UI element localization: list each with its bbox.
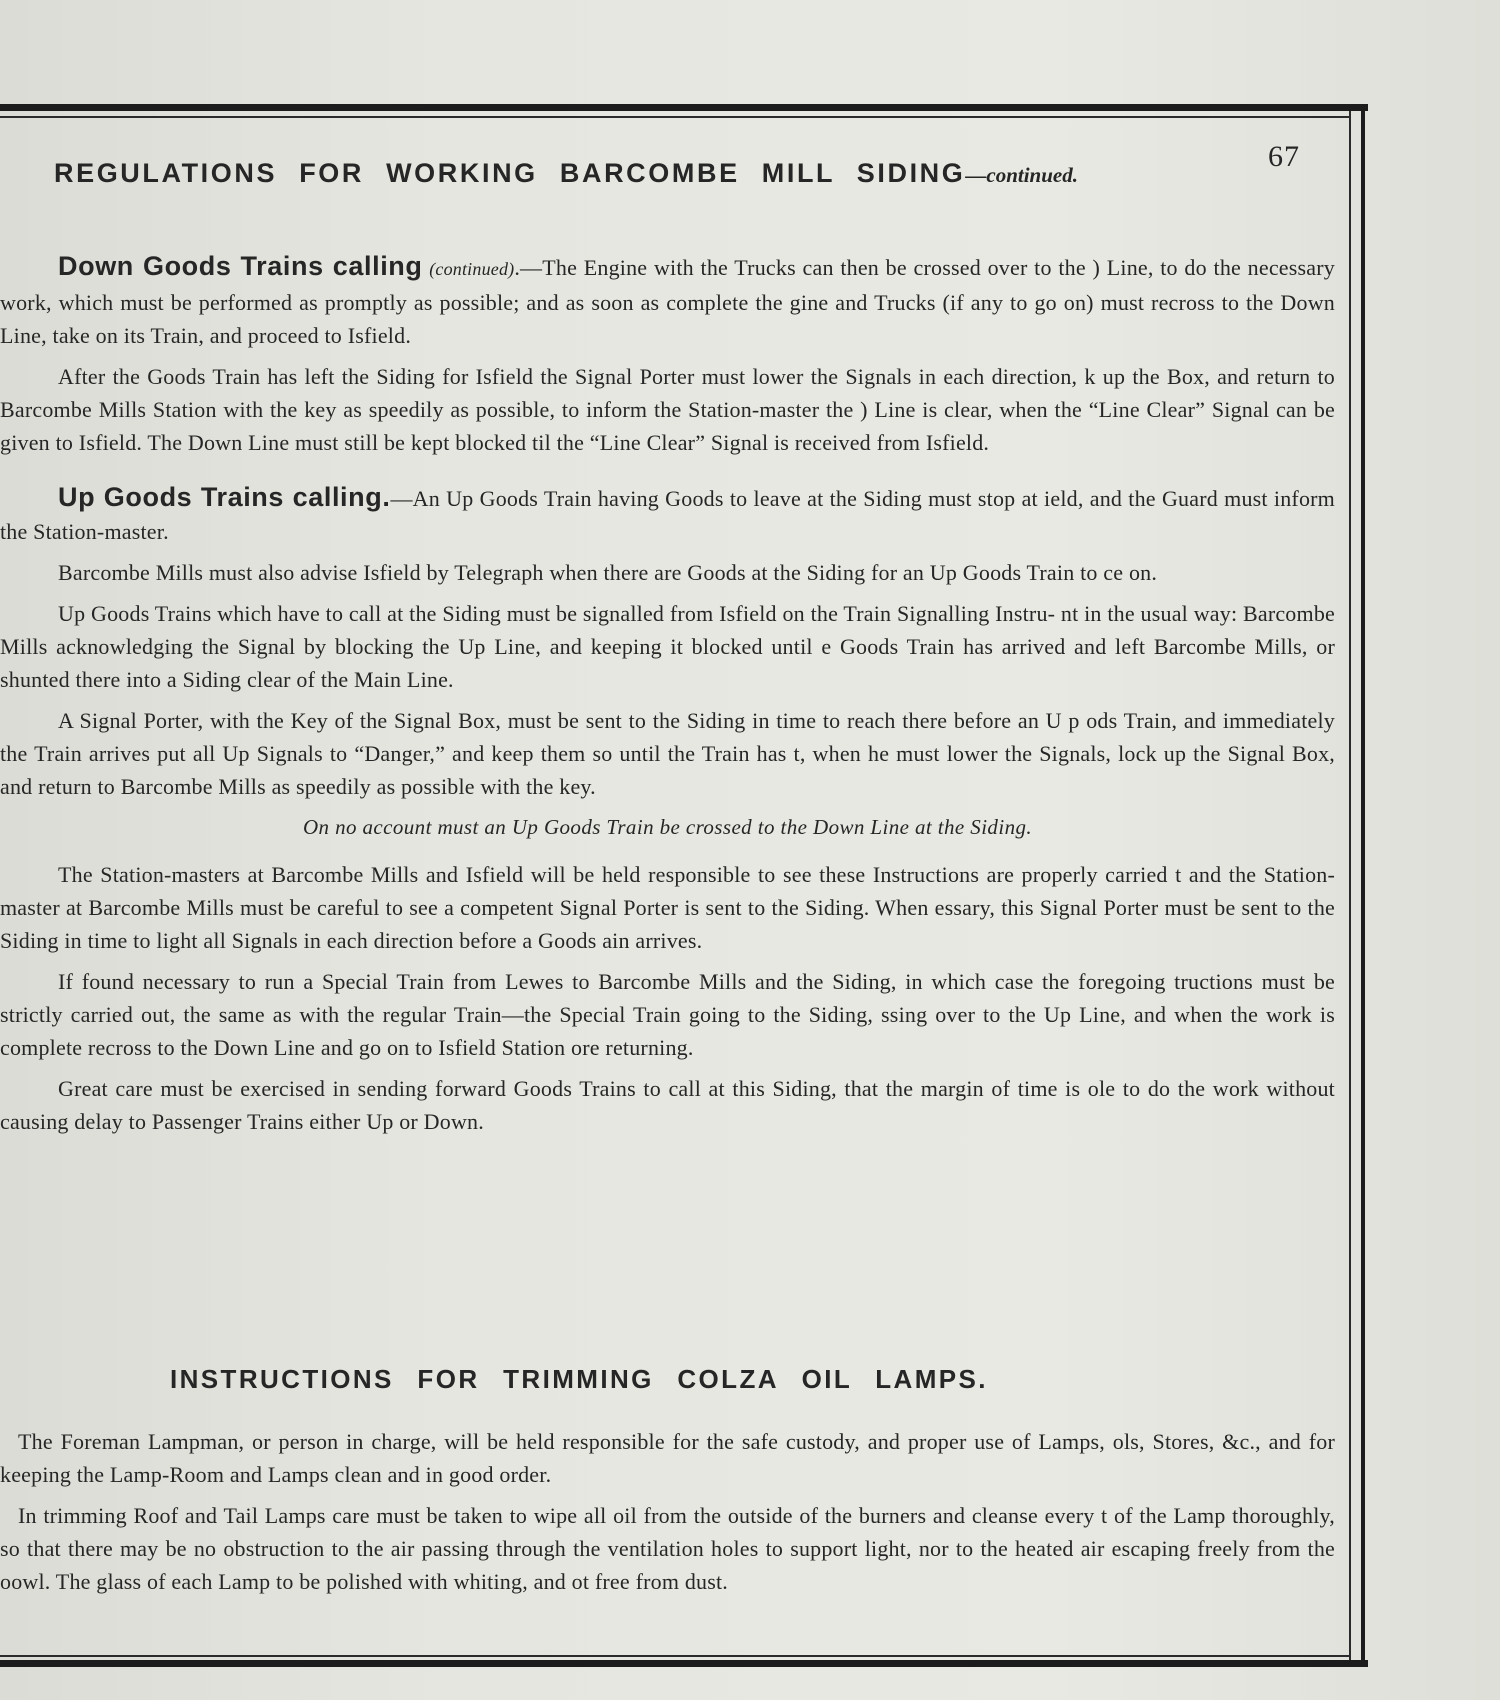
up-goods-text: —An Up Goods Train having Goods to leave at the Siding must stop at ield, and the Guard must inform the Station-master. [0, 486, 1335, 544]
regulations-body [0, 250, 1335, 1146]
inner-right-rule [1349, 111, 1351, 1660]
lamps-body [0, 1425, 1335, 1606]
lamps-heading: INSTRUCTIONS FOR TRIMMING COLZA OIL LAMPS. [170, 1364, 988, 1394]
down-goods-run-head: Down Goods Trains calling [58, 251, 423, 281]
trimming-paragraph: In trimming Roof and Tail Lamps care must be taken to wipe all oil from the outside of the burners and cleanse every t of the Lamp thoroughly, so that there may be no obstruction to the air passing through the ventilation holes to support light, nor to the heated air escaping freely from the oowl. The glass of each Lamp to be polished with whiting, and ot free from dust. [0, 1503, 1335, 1594]
responsibility-paragraph: The Station-masters at Barcombe Mills and Isfield will be held responsible to see these Instructions are properly carried t and the Station-master at Barcombe Mills must be careful to see a competent Signal Porter is sent to the Siding. When essary, this Signal Porter must be sent to the Siding in time to light all Signals in each direction before a Goods ain arrives. [0, 862, 1335, 953]
top-border-rule [0, 104, 1368, 111]
signal-porter-paragraph: A Signal Porter, with the Key of the Signal Box, must be sent to the Siding in time to reach there before an U p ods Train, and immediately the Train arrives put all Up Signals to “Danger,” and keep them so until the Train has t, when he must lower the Signals, lock up the Signal Box, and return to Barcombe Mills as speedily as possible with the key. [0, 708, 1335, 799]
down-goods-paragraph [0, 250, 1335, 352]
telegraph-paragraph: Barcombe Mills must also advise Isfield by Telegraph when there are Goods at the Siding for an Up Goods Train to ce on. [58, 560, 1158, 585]
up-goods-paragraph [0, 481, 1335, 548]
page-heading [54, 158, 1254, 189]
right-border-rule [1361, 111, 1365, 1660]
bottom-border-rule [0, 1660, 1368, 1667]
great-care-paragraph: Great care must be exercised in sending forward Goods Trains to call at this Siding, that the margin of time is ole to do the work without causing delay to Passenger Trains either Up or Down. [0, 1076, 1335, 1134]
down-goods-run-note: (continued) [429, 259, 515, 279]
inner-top-rule [0, 116, 1351, 118]
lampman-paragraph: The Foreman Lampman, or person in charge, will be held responsible for the safe custody, and proper use of Lamps, ols, Stores, &c., and for keeping the Lamp-Room and Lamps clean and in good order. [0, 1429, 1335, 1487]
signalling-paragraph: Up Goods Trains which have to call at the Siding must be signalled from Isfield on the Train Signalling Instru- nt in the usual way: Barcombe Mills acknowledging the Signal by blocking the Up Line, and keeping it blocked until e Goods Train has arrived and left Barcombe Mills, or shunted there into a Siding clear of the Main Line. [0, 601, 1335, 692]
notice-line: On no account must an Up Goods Train be crossed to the Down Line at the Siding. [302, 815, 1033, 839]
after-goods-paragraph: After the Goods Train has left the Siding for Isfield the Signal Porter must lower the Signals in each direction, k up the Box, and return to Barcombe Mills Station with the key as speedily as possible, to inform the Station-master the ) Line is clear, when the “Line Clear” Signal can be given to Isfield. The Down Line must still be kept blocked til the “Line Clear” Signal is received from Isfield. [0, 364, 1335, 455]
inner-bottom-rule [0, 1655, 1351, 1657]
up-goods-run-head: Up Goods Trains calling. [58, 482, 391, 512]
special-train-paragraph: If found necessary to run a Special Train from Lewes to Barcombe Mills and the Siding, in which case the foregoing tructions must be strictly carried out, the same as with the regular Train—the Special Train going to the Siding, ssing over to the Up Line, and when the work is complete recross to the Down Line and go on to Isfield Station ore returning. [0, 969, 1335, 1060]
down-goods-text: .—The Engine with the Trucks can then be crossed over to the ) Line, to do the necessary work, which must be performed as promptly as possible; and as soon as complete the gine and Trucks (if any to go on) must recross to the Down Line, take on its Train, and proceed to Isfield. [0, 255, 1335, 348]
heading-continued: —continued. [965, 163, 1078, 187]
page-number: 67 [1268, 140, 1300, 173]
heading-main: REGULATIONS FOR WORKING BARCOMBE MILL SIDING [54, 158, 966, 188]
